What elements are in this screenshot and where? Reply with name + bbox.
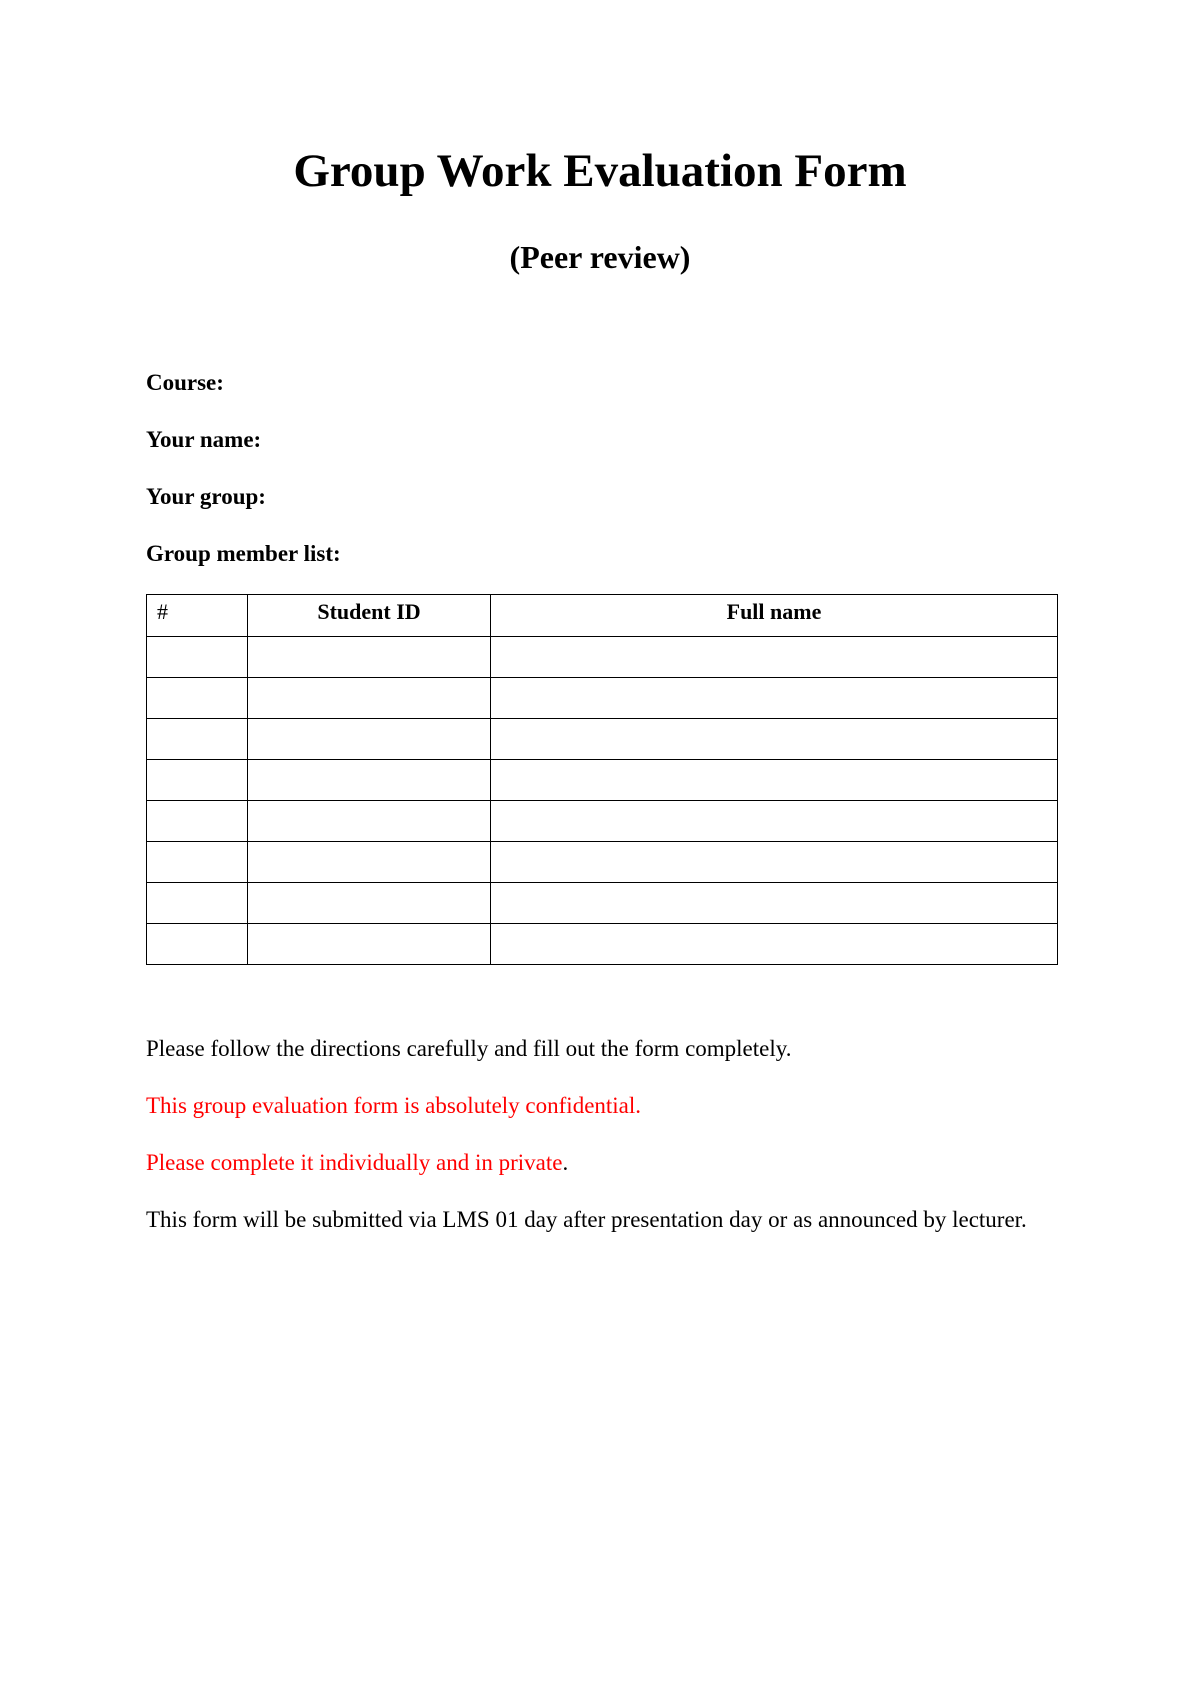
column-header-student-id: Student ID xyxy=(248,595,491,637)
number-cell[interactable] xyxy=(147,719,248,760)
group-member-list-label: Group member list: xyxy=(146,541,341,566)
number-cell[interactable] xyxy=(147,883,248,924)
course-label: Course: xyxy=(146,370,224,395)
student-id-cell[interactable] xyxy=(248,678,491,719)
student-id-cell[interactable] xyxy=(248,924,491,965)
number-cell[interactable] xyxy=(147,637,248,678)
table-row xyxy=(147,842,1058,883)
full-name-cell[interactable] xyxy=(491,924,1058,965)
full-name-cell[interactable] xyxy=(491,883,1058,924)
full-name-cell[interactable] xyxy=(491,637,1058,678)
instruction-private-text: Please complete it individually and in private xyxy=(146,1150,563,1175)
number-cell[interactable] xyxy=(147,760,248,801)
instruction-private xyxy=(146,1142,1056,1184)
table-row xyxy=(147,678,1058,719)
table-header-row xyxy=(147,595,1058,637)
student-id-cell[interactable] xyxy=(248,719,491,760)
instruction-directions: Please follow the directions carefully and fill out the form completely. xyxy=(146,1036,792,1061)
full-name-cell[interactable] xyxy=(491,678,1058,719)
number-cell[interactable] xyxy=(147,678,248,719)
page-title: Group Work Evaluation Form xyxy=(293,145,907,197)
full-name-cell[interactable] xyxy=(491,719,1058,760)
column-header-full-name: Full name xyxy=(491,595,1058,637)
table-row xyxy=(147,924,1058,965)
student-id-cell[interactable] xyxy=(248,801,491,842)
group-member-table xyxy=(146,594,1058,965)
table-row xyxy=(147,883,1058,924)
column-header-number: # xyxy=(147,595,248,637)
page-subtitle: (Peer review) xyxy=(509,239,691,275)
table-row xyxy=(147,637,1058,678)
table-row xyxy=(147,760,1058,801)
your-name-label: Your name: xyxy=(146,427,262,452)
number-cell[interactable] xyxy=(147,924,248,965)
number-cell[interactable] xyxy=(147,842,248,883)
number-cell[interactable] xyxy=(147,801,248,842)
student-id-cell[interactable] xyxy=(248,842,491,883)
your-group-label: Your group: xyxy=(146,484,266,509)
table-row xyxy=(147,719,1058,760)
instruction-submission: This form will be submitted via LMS 01 day after presentation day or as announced by lecturer. xyxy=(146,1207,1027,1232)
student-id-cell[interactable] xyxy=(248,760,491,801)
student-id-cell[interactable] xyxy=(248,637,491,678)
full-name-cell[interactable] xyxy=(491,842,1058,883)
table-row xyxy=(147,801,1058,842)
instruction-confidential: This group evaluation form is absolutely confidential. xyxy=(146,1093,642,1118)
full-name-cell[interactable] xyxy=(491,760,1058,801)
student-id-cell[interactable] xyxy=(248,883,491,924)
instruction-private-period: . xyxy=(562,1150,569,1175)
full-name-cell[interactable] xyxy=(491,801,1058,842)
